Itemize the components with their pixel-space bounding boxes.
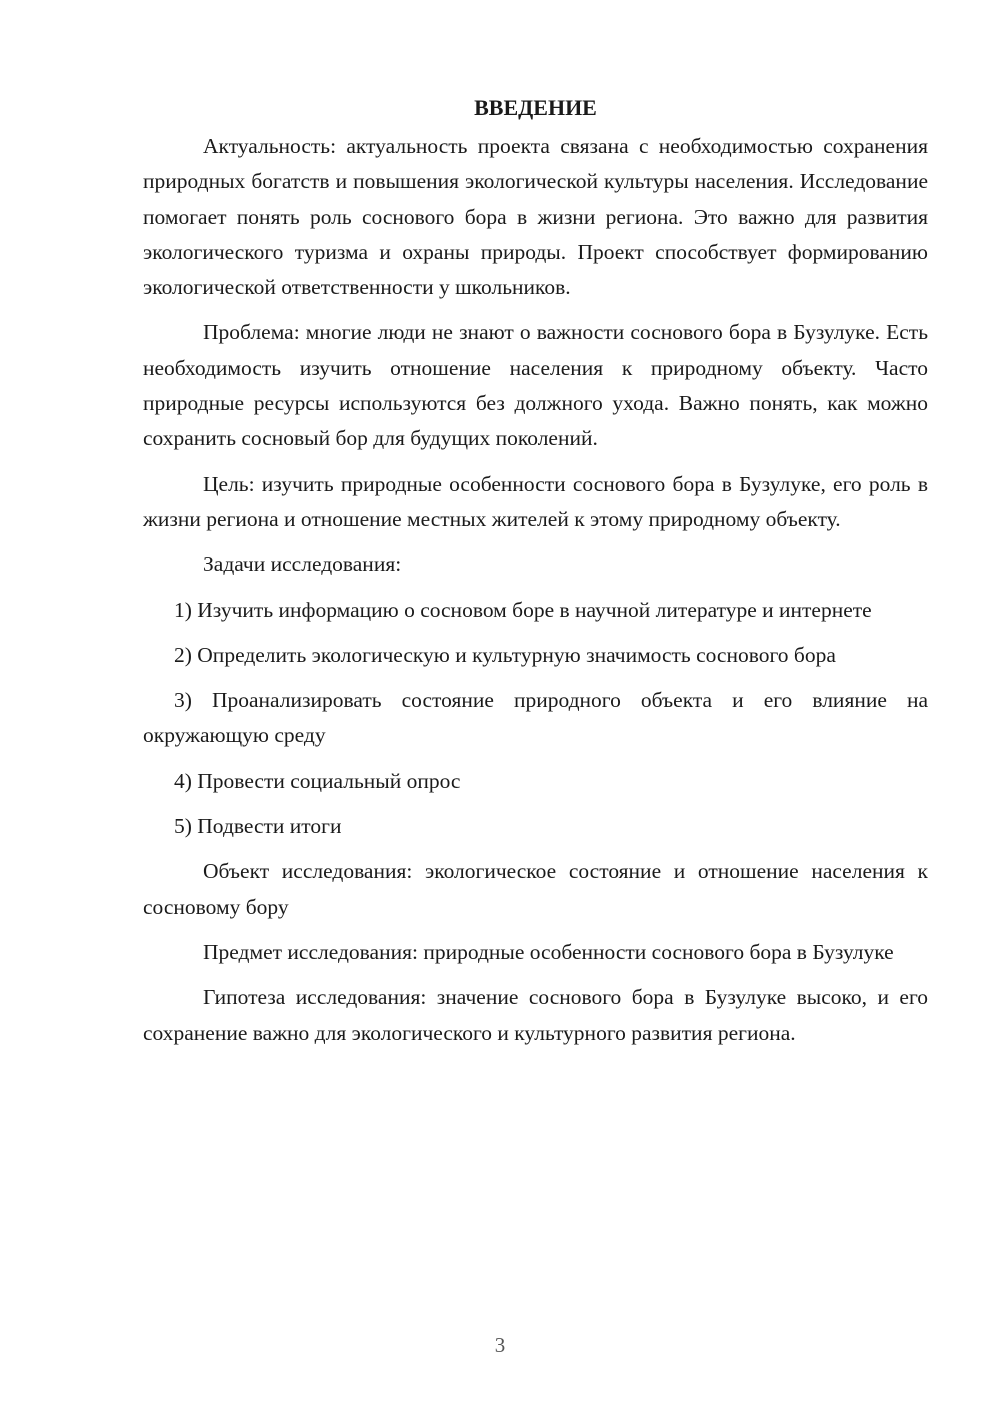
list-item-task-1: 1) Изучить информацию о сосновом боре в научной литературе и интернете <box>174 597 872 622</box>
paragraph-subject: Предмет исследования: природные особенности соснового бора в Бузулуке <box>203 939 894 964</box>
document-page <box>143 90 928 1061</box>
paragraph-goal: Цель: изучить природные особенности соснового бора в Бузулуке, его роль в жизни региона и отношение местных жителей к этому природному объекту. <box>143 471 928 531</box>
paragraph-problem: Проблема: многие люди не знают о важности соснового бора в Бузулуке. Есть необходимость изучить отношение населения к природному объекту. Часто природные ресурсы используются без должного ухода. Важно понять, как можно сохранить сосновый бор для будущих поколений. <box>143 320 928 451</box>
list-item-task-4: 4) Провести социальный опрос <box>174 768 461 793</box>
list-item-task-5: 5) Подвести итоги <box>174 814 342 839</box>
paragraph-tasks-heading: Задачи исследования: <box>203 552 402 577</box>
paragraph-object: Объект исследования: экологическое состояние и отношение населения к сосновому бору <box>143 859 928 919</box>
page-title: ВВЕДЕНИЕ <box>474 95 597 120</box>
page-number: 3 <box>494 1333 506 1357</box>
list-item-task-3: 3) Проанализировать состояние природного объекта и его влияние на окружающую среду <box>143 688 928 748</box>
paragraph-relevance: Актуальность: актуальность проекта связана с необходимостью сохранения природных богатств и повышения экологической культуры населения. Исследование помогает понять роль соснового бора в жизни региона. Это важно для развития экологического туризма и охраны природы. Проект способствует формированию экологической ответственности у школьников. <box>143 134 928 300</box>
paragraph-hypothesis: Гипотеза исследования: значение соснового бора в Бузулуке высоко, и его сохранение важно для экологического и культурного развития региона. <box>143 985 928 1045</box>
list-item-task-2: 2) Определить экологическую и культурную значимость соснового бора <box>174 642 836 667</box>
